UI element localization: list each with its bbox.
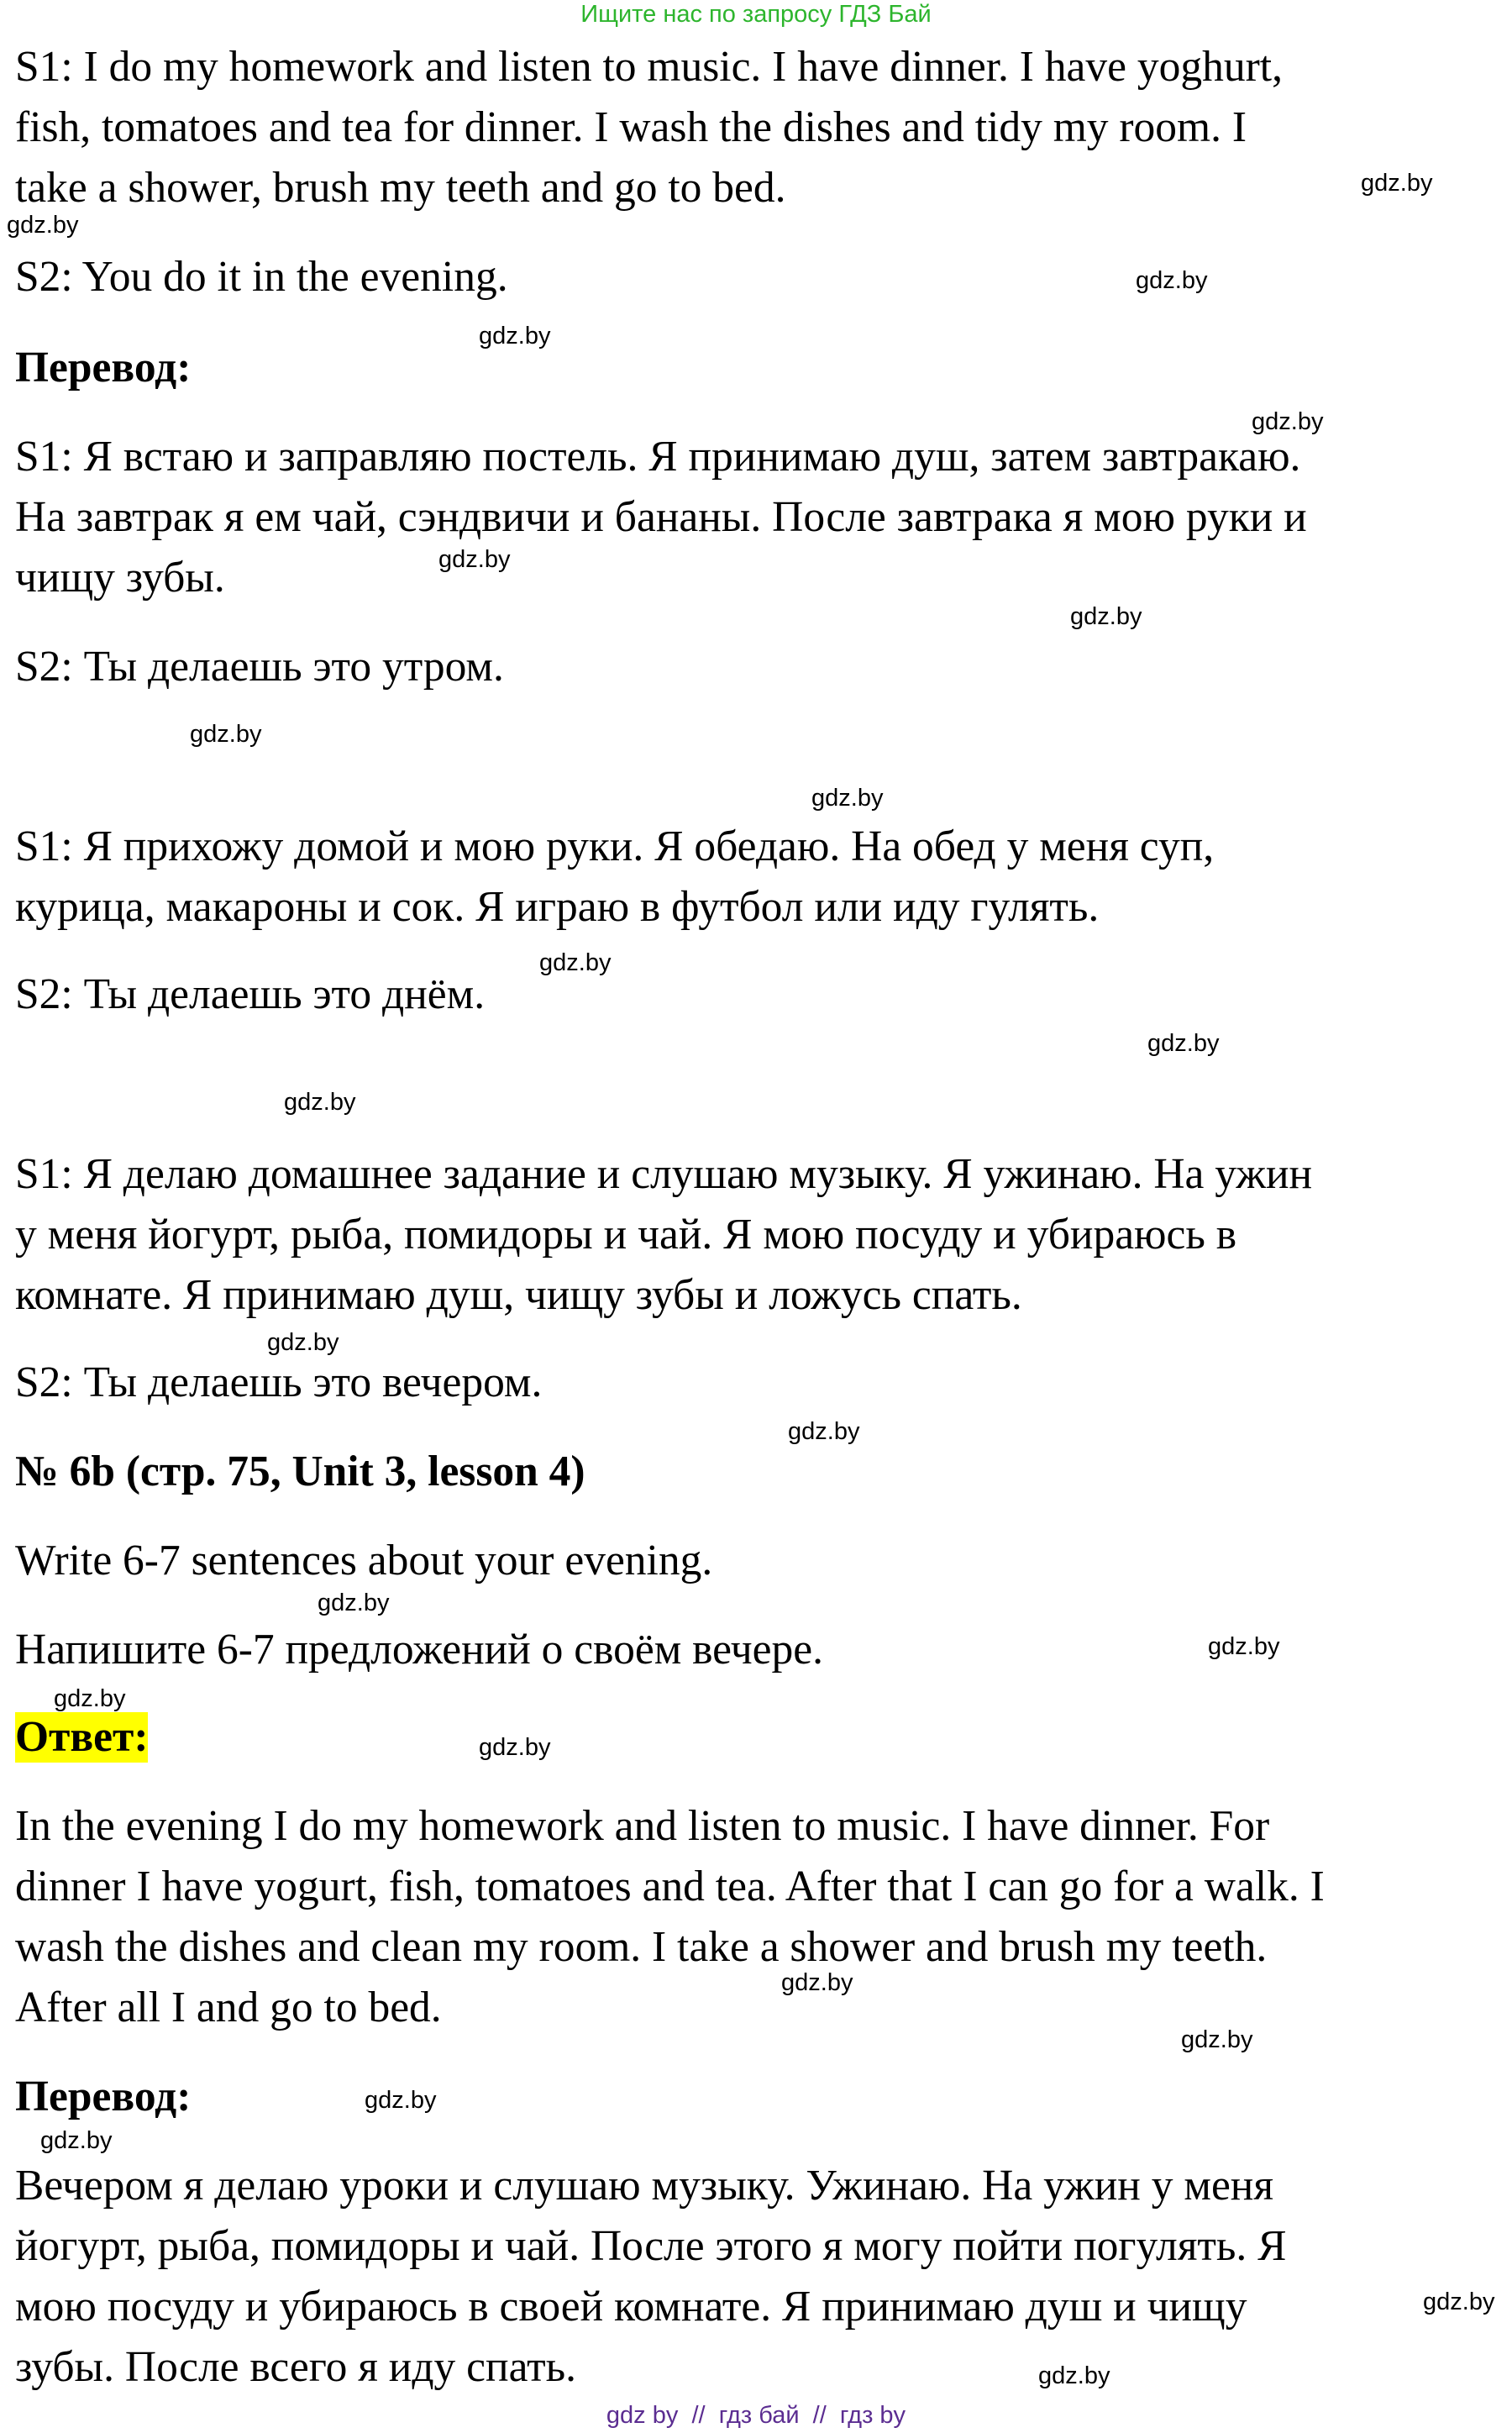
text-line: у меня йогурт, рыба, помидоры и чай. Я мою посуду и убираюсь в bbox=[15, 1211, 1237, 1259]
watermark: gdz.by bbox=[1361, 170, 1433, 197]
watermark: gdz.by bbox=[267, 1329, 339, 1356]
watermark: gdz.by bbox=[1208, 1633, 1280, 1660]
text-line: S1: I do my homework and listen to music. I have dinner. I have yoghurt, bbox=[15, 43, 1283, 91]
watermark: gdz.by bbox=[365, 2087, 437, 2114]
bottom-banner[interactable]: gdz by // гдз бай // гдз by bbox=[606, 2402, 906, 2429]
text-line: На завтрак я ем чай, сэндвичи и бананы. После завтрака я мою руки и bbox=[15, 493, 1307, 541]
text-line: S1: Я делаю домашнее задание и слушаю музыку. Я ужинаю. На ужин bbox=[15, 1150, 1313, 1198]
watermark: gdz.by bbox=[284, 1089, 356, 1116]
watermark: gdz.by bbox=[318, 1590, 390, 1616]
text-line: After all I and go to bed. bbox=[15, 1984, 442, 2031]
watermark: gdz.by bbox=[1038, 2362, 1110, 2389]
watermark: gdz.by bbox=[1252, 408, 1324, 435]
text-line: мою посуду и убираюсь в своей комнате. Я принимаю душ и чищу bbox=[15, 2283, 1247, 2331]
task-heading: № 6b (стр. 75, Unit 3, lesson 4) bbox=[15, 1448, 585, 1495]
translation-heading: Перевод: bbox=[15, 344, 192, 391]
task-en: Write 6-7 sentences about your evening. bbox=[15, 1537, 713, 1584]
task-ru: Напишите 6-7 предложений о своём вечере. bbox=[15, 1626, 824, 1674]
watermark: gdz.by bbox=[40, 2127, 113, 2154]
watermark: gdz.by bbox=[54, 1685, 126, 1712]
s2-evening-en: S2: You do it in the evening. bbox=[15, 253, 508, 301]
text-line: курица, макароны и сок. Я играю в футбол или иду гулять. bbox=[15, 883, 1100, 931]
s1-evening-ru bbox=[15, 1144, 1510, 1326]
watermark: gdz.by bbox=[539, 949, 612, 976]
watermark: gdz.by bbox=[1423, 2288, 1495, 2315]
text-line: dinner I have yogurt, fish, tomatoes and tea. After that I can go for a walk. I bbox=[15, 1863, 1325, 1910]
watermark: gdz.by bbox=[811, 785, 884, 812]
text-line: In the evening I do my homework and listen to music. I have dinner. For bbox=[15, 1802, 1270, 1850]
text-line: S1: Я прихожу домой и мою руки. Я обедаю. На обед у меня суп, bbox=[15, 822, 1215, 870]
top-banner[interactable]: Ищите нас по запросу ГДЗ Бай bbox=[580, 1, 932, 28]
s2-morning-ru: S2: Ты делаешь это утром. bbox=[15, 643, 504, 691]
s2-evening-ru: S2: Ты делаешь это вечером. bbox=[15, 1358, 543, 1406]
watermark: gdz.by bbox=[7, 212, 79, 239]
answer-heading-highlight: Ответ: bbox=[15, 1713, 149, 1761]
text-line: Вечером я делаю уроки и слушаю музыку. Ужинаю. На ужин у меня bbox=[15, 2162, 1274, 2210]
answer-heading bbox=[15, 1707, 1510, 1768]
watermark: gdz.by bbox=[438, 546, 511, 573]
text-line: зубы. После всего я иду спать. bbox=[15, 2343, 576, 2391]
watermark: gdz.by bbox=[1136, 267, 1208, 294]
text-line: take a shower, brush my teeth and go to bed. bbox=[15, 164, 786, 212]
watermark: gdz.by bbox=[479, 323, 551, 349]
s2-afternoon-ru: S2: Ты делаешь это днём. bbox=[15, 970, 486, 1018]
watermark: gdz.by bbox=[190, 721, 262, 748]
text-line: комнате. Я принимаю душ, чищу зубы и ложусь спать. bbox=[15, 1271, 1022, 1319]
s1-evening-en bbox=[15, 37, 1510, 218]
text-line: S1: Я встаю и заправляю постель. Я принимаю душ, затем завтракаю. bbox=[15, 433, 1301, 481]
translation-heading: Перевод: bbox=[15, 2073, 192, 2120]
text-line: wash the dishes and clean my room. I take a shower and brush my teeth. bbox=[15, 1923, 1268, 1971]
text-line: йогурт, рыба, помидоры и чай. После этого я могу пойти погулять. Я bbox=[15, 2222, 1287, 2270]
watermark: gdz.by bbox=[788, 1418, 860, 1445]
answer-ru bbox=[15, 2156, 1510, 2398]
text-line: чищу зубы. bbox=[15, 554, 225, 602]
text-line: fish, tomatoes and tea for dinner. I wash the dishes and tidy my room. I bbox=[15, 103, 1247, 151]
watermark: gdz.by bbox=[1181, 2026, 1253, 2053]
watermark: gdz.by bbox=[479, 1734, 551, 1761]
s1-afternoon-ru bbox=[15, 817, 1510, 938]
watermark: gdz.by bbox=[1070, 603, 1142, 630]
answer-en bbox=[15, 1796, 1510, 2038]
watermark: gdz.by bbox=[1147, 1030, 1220, 1057]
s1-morning-ru bbox=[15, 427, 1510, 608]
watermark: gdz.by bbox=[781, 1969, 853, 1996]
